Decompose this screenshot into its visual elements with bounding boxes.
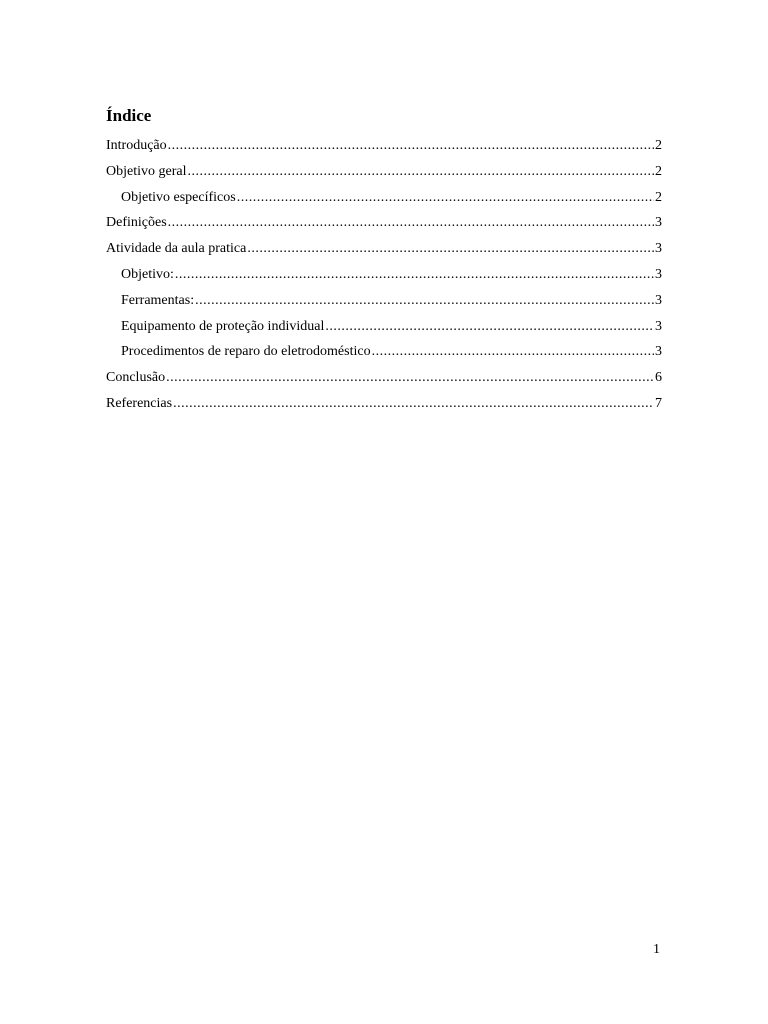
toc-entry-page: 2 xyxy=(655,163,662,179)
toc-entry-title: Procedimentos de reparo do eletrodoméstico xyxy=(121,344,371,360)
toc-entry-title: Conclusão xyxy=(106,370,166,386)
toc-entry-page: 3 xyxy=(655,344,662,360)
toc-dot-leader xyxy=(168,210,654,236)
toc-dot-leader xyxy=(175,262,654,288)
toc-entry-page: 3 xyxy=(655,266,662,282)
toc-dot-leader xyxy=(237,185,654,211)
toc-entry[interactable] xyxy=(106,262,662,288)
toc-entry-title: Referencias xyxy=(106,395,173,411)
toc-entry-page: 2 xyxy=(655,138,662,153)
page-number: 1 xyxy=(653,942,660,957)
toc-entry[interactable] xyxy=(106,236,662,262)
toc-entry-title: Introdução xyxy=(106,138,167,153)
toc-dot-leader xyxy=(173,391,654,417)
table-of-contents xyxy=(106,133,662,417)
toc-entry[interactable] xyxy=(106,159,662,185)
toc-entry-page: 7 xyxy=(655,395,662,411)
toc-dot-leader xyxy=(325,314,654,340)
toc-heading: Índice xyxy=(106,106,152,125)
toc-entry-page: 2 xyxy=(655,189,662,205)
toc-entry-title: Objetivo geral xyxy=(106,163,187,179)
toc-entry[interactable] xyxy=(106,133,662,159)
toc-entry[interactable] xyxy=(106,314,662,340)
toc-dot-leader xyxy=(247,236,654,262)
toc-entry-title: Equipamento de proteção individual xyxy=(121,318,325,334)
toc-entry-page: 3 xyxy=(655,241,662,257)
toc-entry[interactable] xyxy=(106,210,662,236)
toc-dot-leader xyxy=(187,159,654,185)
toc-dot-leader xyxy=(372,339,654,365)
toc-entry-title: Definições xyxy=(106,215,167,231)
toc-dot-leader xyxy=(168,133,654,159)
toc-entry-page: 6 xyxy=(655,370,662,386)
toc-entry[interactable] xyxy=(106,365,662,391)
toc-entry-page: 3 xyxy=(655,318,662,334)
toc-entry-title: Ferramentas: xyxy=(121,292,195,308)
toc-entry[interactable] xyxy=(106,185,662,211)
toc-dot-leader xyxy=(195,288,654,314)
toc-entry[interactable] xyxy=(106,339,662,365)
toc-entry-title: Objetivo: xyxy=(121,266,174,282)
toc-entry[interactable] xyxy=(106,391,662,417)
toc-entry-title: Atividade da aula pratica xyxy=(106,241,247,257)
toc-entry-page: 3 xyxy=(655,292,662,308)
toc-dot-leader xyxy=(166,365,654,391)
toc-entry-title: Objetivo específicos xyxy=(121,189,236,205)
toc-entry[interactable] xyxy=(106,288,662,314)
toc-entry-page: 3 xyxy=(655,215,662,231)
